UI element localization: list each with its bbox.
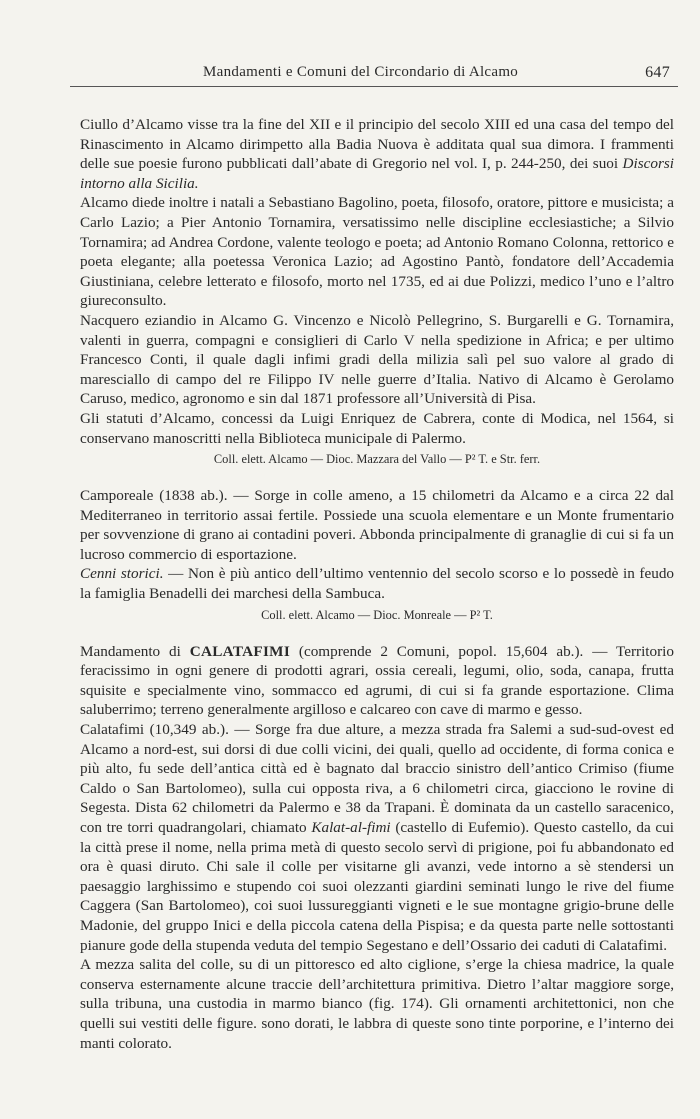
paragraph-camporeale: Camporeale (1838 ab.). — Sorge in colle ameno, a 15 chilometri da Alcamo e a circa 22 dal Mediterraneo in territorio assai fertile. Possiede una scuola elementare e un Monte frumentario per sovvenzione di grano ai contadini poveri. Abbonda principalmente di granaglie di cui si fa un lucroso commercio di esportazione.: [80, 487, 674, 563]
electoral-note-alcamo: Coll. elett. Alcamo — Dioc. Mazzara del Vallo — P² T. e Str. ferr.: [213, 452, 541, 467]
paragraph-ciullo: Ciullo d’Alcamo visse tra la fine del XII e il principio del secolo XIII ed una casa del tempo del Rinascimento in Alcamo dirimpetto alla Badia Nuova è additata qual sua dimora. I frammenti delle sue poesie furono pubblicati dall’abate di Gregorio nel vol. I, p. 244-250, dei suoi Discorsi intorno alla Sicilia.: [80, 116, 674, 192]
paragraph-mandamento-calatafimi: Mandamento di CALATAFIMI (comprende 2 Comuni, popol. 15,604 ab.). — Territorio feracissimo in ogni genere di prodotti agrari, ossia cereali, legumi, olio, soda, canapa, frutta squisite e specialmente vino, sommacco ed agrumi, di cui si fa grande esportazione. Clima saluberrimo; terreno generalmente argilloso e calcareo con cave di marmo e gesso.: [80, 642, 674, 719]
paragraph-statutes: Gli statuti d’Alcamo, concessi da Luigi Enriquez de Cabrera, conte di Modica, nel 1564, si conservano manoscritti nella Biblioteca municipale di Palermo.: [80, 409, 674, 447]
book-title: Discorsi intorno alla Sicilia.: [80, 155, 674, 192]
paragraph-camporeale-history: Cenni storici. — Non è più antico dell’ultimo ventennio del secolo scorso e lo possedè in feudo la famiglia Benadelli dei marchesi della Sambuca.: [80, 565, 675, 603]
page-number: 647: [645, 64, 670, 81]
text-body: [80, 115, 674, 1053]
mandamento-name: CALATAFIMI: [189, 642, 291, 660]
header-title: Mandamenti e Comuni del Circondario di Alcamo: [203, 64, 519, 80]
paragraph-calatafimi: Calatafimi (10,349 ab.). — Sorge fra due alture, a mezza strada fra Salemi a sud-sud-ovest ed Alcamo a nord-est, sui dorsi di due colli vicini, dei quali, quello ad occidente, di forma conica e più alto, fu sede dell’antica città ed è bagnato dal braccio sinistro dell’antico Crimiso (fiume Caldo o San Bartolomeo), sulla cui opposta riva, a 6 chilometri circa, giacciono le rovine di Segesta. Dista 62 chilometri da Palermo e 38 da Trapani. È dominata da un castello saracenico, con tre torri quadrangolari, chiamato Kalat-al-fimi (castello di Eufemio). Questo castello, da cui la città prese il nome, nella prima metà di questo secolo servì di prigione, poi fu abbandonato ed ora è quasi diruto. Chi sale il colle per visitarne gli avanzi, vede intorno a sè stendersi un paesaggio larghissimo e stupendo coi suoi olezzanti giardini seminati lungo le rive del fiume Caggera (San Bartolomeo), coi suoi lussureggianti vigneti e le sue montagne grigio-brune delle Madonie, del gruppo Inici e della piccola catena della Pispisa; e da questa parte nelle sottostanti pianure gode della stupenda veduta del tempio Segestano e dell’Ossario dei caduti di Calatafimi.: [80, 721, 674, 954]
paragraph-chiesa-madrice: A mezza salita del colle, su di un pittoresco ed alto ciglione, s’erge la chiesa madrice, la quale conserva esternamente alcune traccie dell’architettura primitiva. Dietro l’altar maggiore sorge, sulla tribuna, una custodia in marmo bianco (fig. 174). Gli ornamenti architettonici, non che quelli sui vestiti delle figure. sono dorati, le labbra di queste sono tinte porporine, e l’interno dei manti colorato.: [80, 956, 674, 1052]
paragraph-soldiers: Nacquero eziandio in Alcamo G. Vincenzo e Nicolò Pellegrino, S. Burgarelli e G. Tornamira, valenti in guerra, compagni e consiglieri di Carlo V nella spedizione in Africa; e per ultimo Francesco Conti, il quale dagli infimi gradi della milizia salì pel suo valore al grado di maresciallo di campo del re Filippo IV nelle guerre d’Italia. Nativo di Alcamo è Gerolamo Caruso, medico, agronomo e sin dal 1871 professore all’Università di Pisa.: [80, 311, 674, 408]
castle-name: Kalat-al-fimi: [311, 819, 391, 836]
electoral-note-camporeale: Coll. elett. Alcamo — Dioc. Monreale — P² T.: [261, 607, 493, 622]
paragraph-natives: Alcamo diede inoltre i natali a Sebastiano Bagolino, poeta, filosofo, oratore, pittore e musicista; a Carlo Lazio; a Pier Antonio Tornamira, versatissimo nelle discipline ecclesiastiche; a Silvio Tornamira; ad Andrea Cordone, valente teologo e poeta; ad Antonio Romano Colonna, rettorico e poeta elegante; alla poetessa Veronica Lazio; ad Agostino Pantò, fondatore dell’Accademia Giustiniana, celebre letterato e filosofo, morto nel 1735, ed ai due Polizzi, medico l’uno e l’altro giureconsulto.: [80, 194, 674, 310]
running-header: [70, 62, 678, 87]
section-label: Cenni storici.: [80, 565, 164, 583]
